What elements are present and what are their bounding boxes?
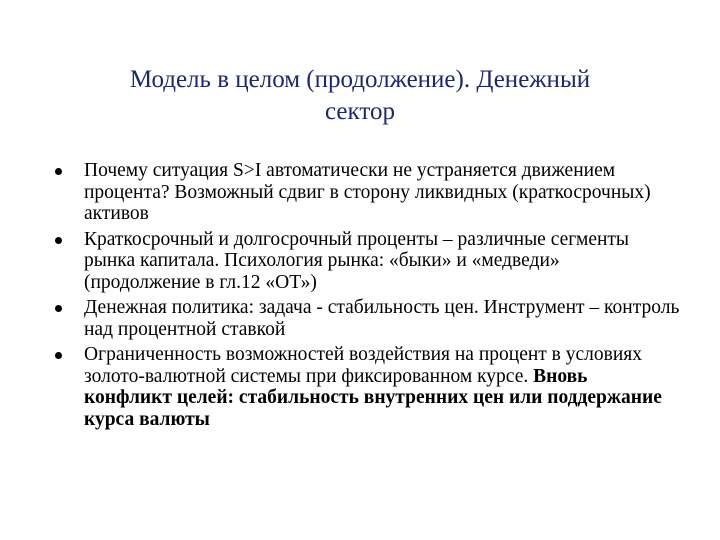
bullet-text: Краткосрочный и долгосрочный проценты – различные сегменты рынка капитала. Психология рынка: «быки» и «медведи» (продолжение в гл.12 «ОТ») bbox=[84, 228, 630, 293]
slide-title-line-2: сектор bbox=[325, 98, 395, 125]
bullet-item bbox=[55, 344, 680, 430]
bullet-text: Денежная политика: задача - стабильность цен. Инструмент – контроль над процентной ставкой bbox=[84, 297, 680, 340]
bullet-icon bbox=[55, 168, 62, 175]
bullet-icon bbox=[55, 237, 62, 244]
slide-title bbox=[60, 64, 660, 128]
bullet-text: Почему ситуация S>I автоматически не устраняется движением процента? Возможный сдвиг в сторону ликвидных (краткосрочных) активов bbox=[84, 160, 651, 224]
bullet-item bbox=[55, 160, 680, 225]
bullet-item bbox=[55, 297, 680, 340]
bullet-list bbox=[55, 160, 680, 434]
bullet-icon bbox=[55, 352, 62, 359]
bullet-icon bbox=[55, 305, 62, 312]
bullet-text: Ограниченность возможностей воздействия на процент в условиях золото-валютной системы при фиксированном курсе. bbox=[84, 344, 643, 387]
bullet-bold-text: Вновь конфликт целей: стабильность внутренних цен или поддержание курса валюты bbox=[84, 365, 662, 430]
bullet-item bbox=[55, 229, 680, 294]
slide-title-line-1: Модель в целом (продолжение). Денежный bbox=[129, 66, 591, 93]
